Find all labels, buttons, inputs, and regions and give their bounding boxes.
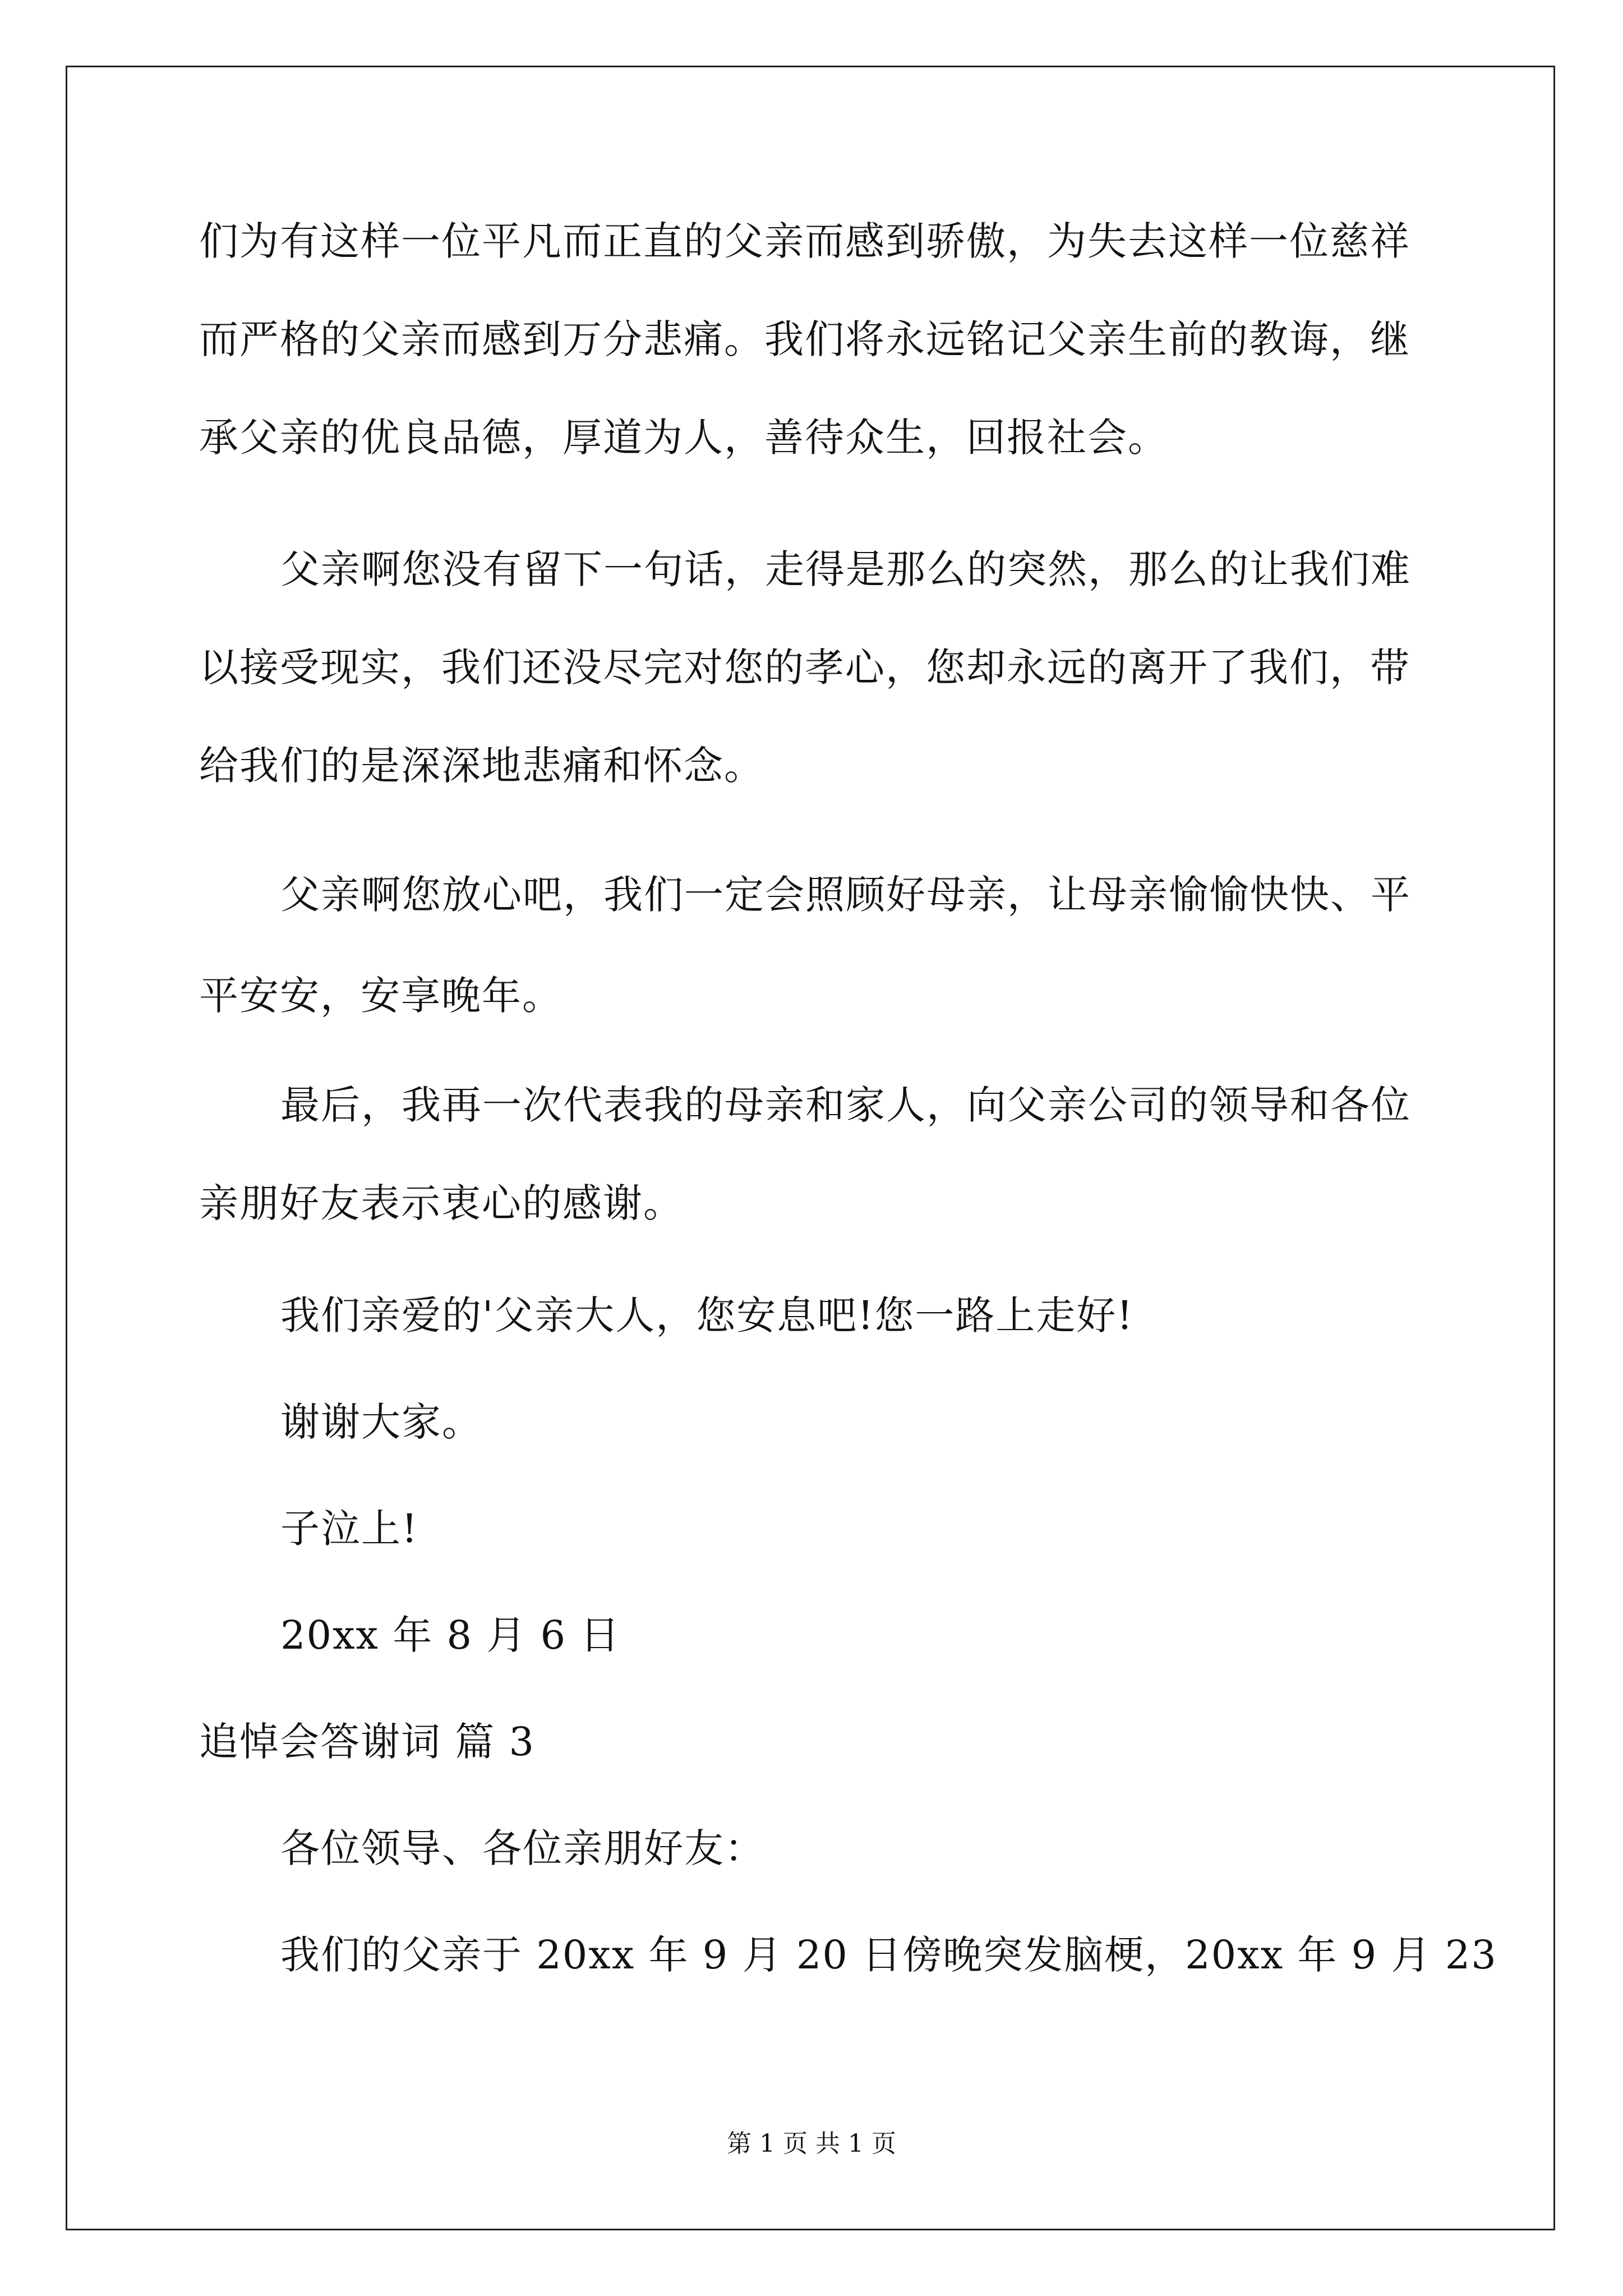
page-footer: 第 1 页 共 1 页: [727, 2129, 896, 2158]
paragraph-line: 以接受现实，我们还没尽完对您的孝心，您却永远的离开了我们，带: [199, 645, 1410, 691]
paragraph-line: 承父亲的优良品德，厚道为人，善待众生，回报社会。: [199, 415, 1168, 461]
signature-line: 子泣上!: [280, 1506, 419, 1552]
paragraph-line: 而严格的父亲而感到万分悲痛。我们将永远铭记父亲生前的教诲，继: [199, 316, 1410, 362]
paragraph-line: 亲朋好友表示衷心的感谢。: [199, 1180, 684, 1226]
section-heading: 追悼会答谢词 篇 3: [199, 1719, 536, 1765]
salutation-line: 各位领导、各位亲朋好友：: [280, 1825, 765, 1871]
paragraph-line: 谢谢大家。: [280, 1399, 482, 1445]
document-body: [199, 0, 1497, 2296]
paragraph-line: 们为有这样一位平凡而正直的父亲而感到骄傲，为失去这样一位慈祥: [199, 218, 1410, 264]
paragraph-line: 父亲啊您放心吧，我们一定会照顾好母亲，让母亲愉愉快快、平: [280, 872, 1411, 918]
paragraph-line: 平安安，安享晚年。: [199, 973, 562, 1019]
paragraph-line: 给我们的是深深地悲痛和怀念。: [199, 743, 764, 789]
paragraph-line: 父亲啊您没有留下一句话，走得是那么的突然，那么的让我们难: [280, 546, 1411, 592]
paragraph-line: 我们亲爱的'父亲大人，您安息吧!您一路上走好!: [280, 1292, 1134, 1338]
paragraph-line: 最后，我再一次代表我的母亲和家人，向父亲公司的领导和各位: [280, 1082, 1411, 1128]
date-line: 20xx 年 8 月 6 日: [280, 1612, 621, 1658]
paragraph-line: 我们的父亲于 20xx 年 9 月 20 日傍晚突发脑梗，20xx 年 9 月 23: [280, 1932, 1497, 1978]
